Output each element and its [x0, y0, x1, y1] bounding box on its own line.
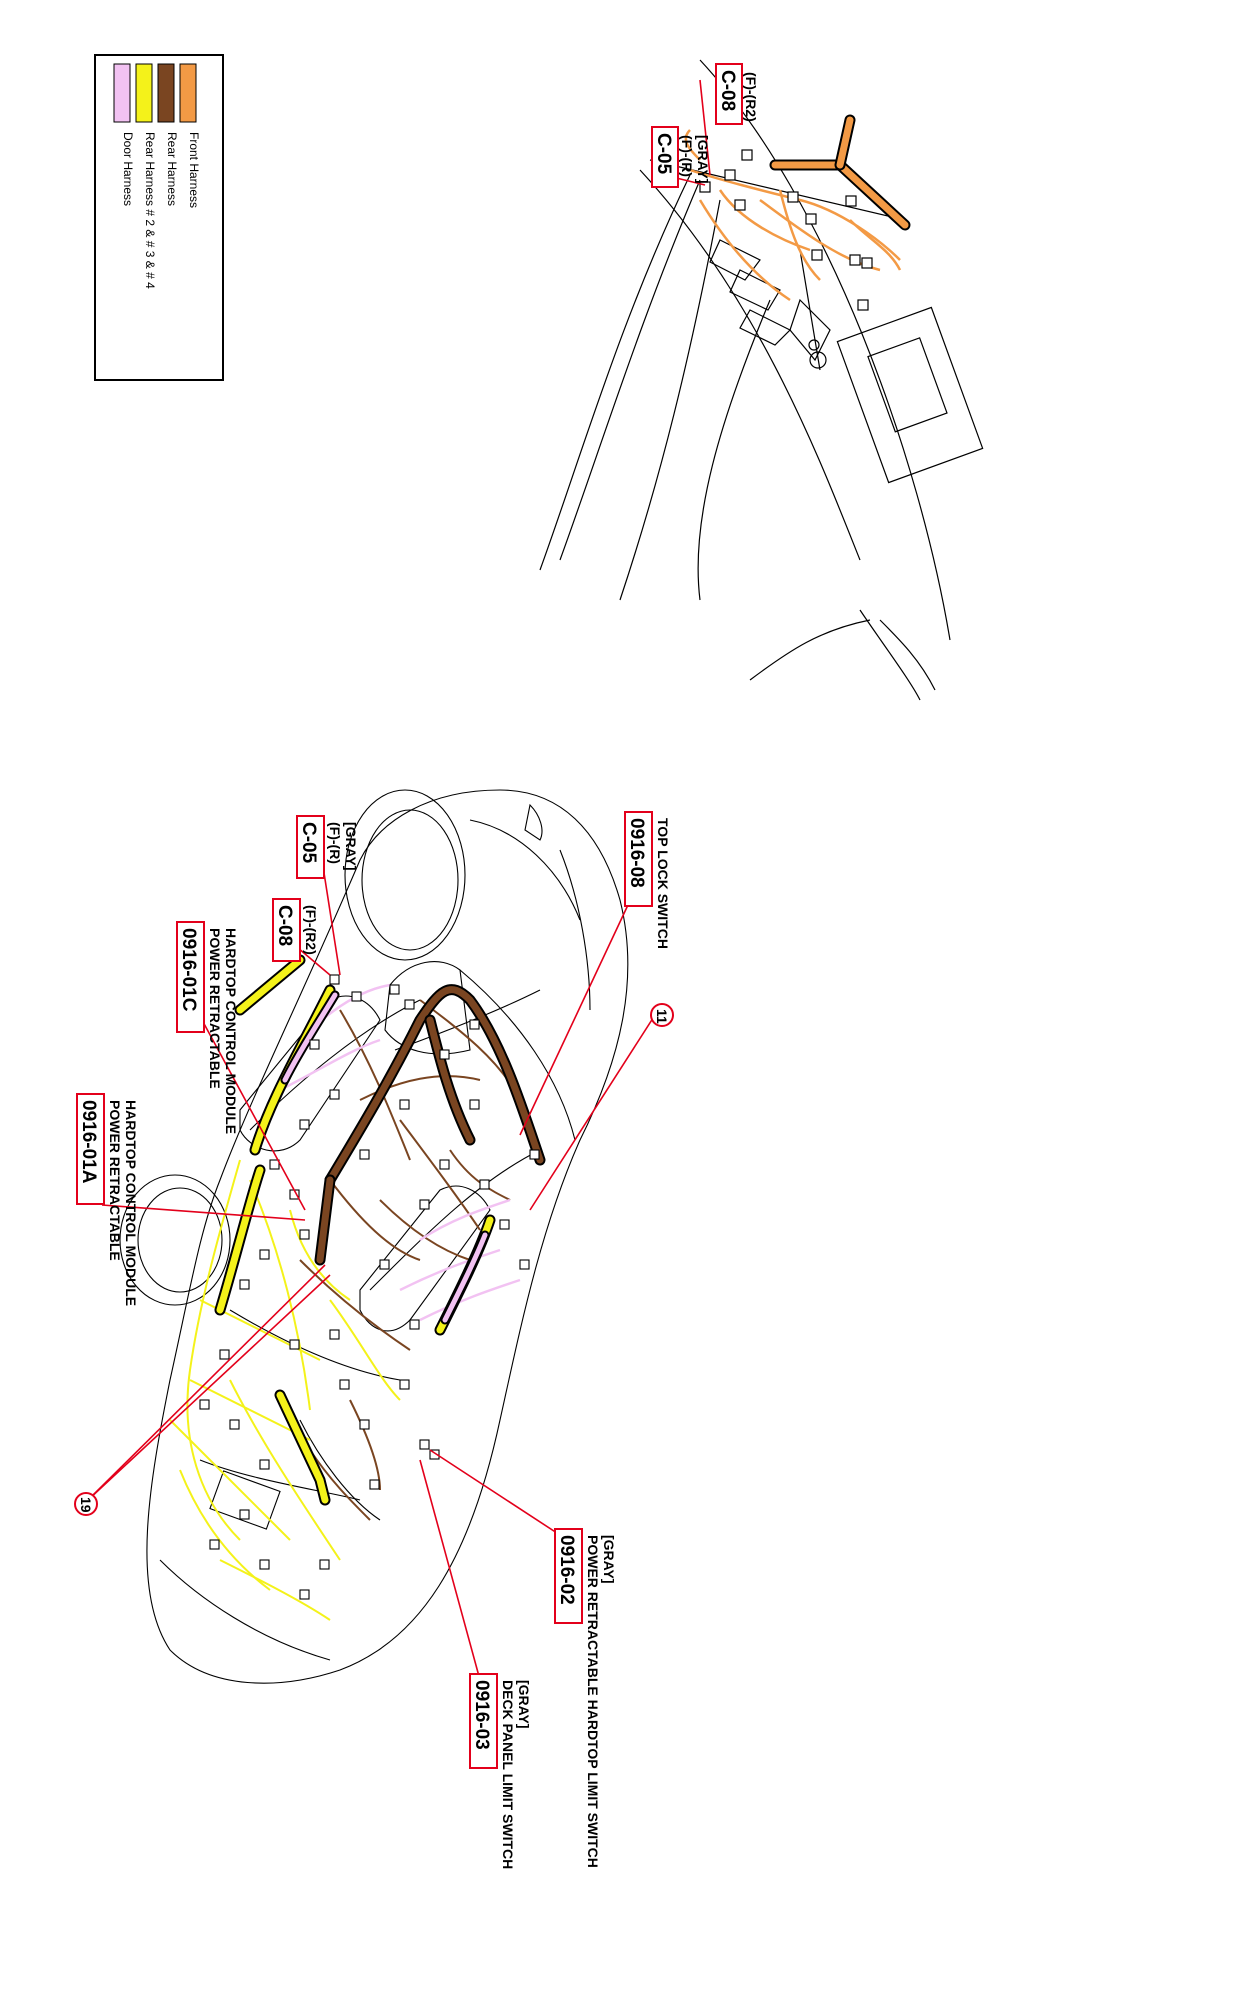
callout-top-c08-desc: (F)-(R2) — [743, 72, 759, 122]
fender-front — [470, 820, 580, 920]
detail-windshield-line-1 — [560, 180, 700, 560]
detail-view — [540, 60, 983, 700]
detail-bracket-1 — [710, 240, 760, 280]
legend-label-rear: Rear Harness — [165, 132, 179, 207]
detail-pillar — [698, 300, 770, 600]
leader-19b — [88, 1275, 330, 1500]
detail-windshield-line-3 — [620, 200, 720, 600]
callout-c05-code: C-05 — [298, 822, 319, 864]
callout-0916-02-code: 0916-02 — [556, 1535, 577, 1605]
leader-0916-03 — [420, 1460, 480, 1680]
detail-front-harness-main — [775, 120, 905, 225]
detail-ecu-box — [837, 307, 982, 482]
legend-label-rear2: Rear Harness # 2 & # 3 & # 4 — [143, 132, 157, 289]
wheel-front-right — [345, 790, 465, 960]
legend-swatch-rear2 — [136, 64, 152, 122]
callout-c08 — [273, 899, 319, 961]
callout-0916-01c-code: 0916-01C — [178, 928, 199, 1012]
legend-swatch-front — [180, 64, 196, 122]
callout-0916-02-desc2: POWER RETRACTABLE HARDTOP LIMIT SWITCH — [585, 1535, 601, 1868]
callout-0916-08-code: 0916-08 — [626, 818, 647, 888]
detail-bracket-3 — [740, 310, 790, 345]
wheel-front-right-inner — [362, 810, 458, 950]
callout-0916-01a-desc2: HARDTOP CONTROL MODULE — [123, 1100, 139, 1307]
callout-top-c05 — [652, 127, 711, 187]
leader-11 — [530, 1015, 655, 1210]
leader-0916-02 — [430, 1450, 560, 1535]
legend — [95, 55, 223, 380]
callout-top-c08 — [716, 64, 759, 124]
detail-ecu-box-inner — [868, 338, 947, 432]
detail-front-harness — [686, 130, 900, 300]
callout-0916-01a — [77, 1094, 139, 1306]
callout-top-c05-desc1: (F)-(R) — [679, 135, 695, 177]
leader-0916-08 — [520, 890, 635, 1135]
callout-c05-desc1: (F)-(R) — [327, 822, 343, 864]
callout-0916-02 — [555, 1529, 617, 1868]
door-harness-thin — [280, 985, 520, 1320]
car-connectors — [200, 975, 539, 1599]
detail-windshield-line-2 — [540, 175, 690, 570]
ground-point-11 — [651, 1004, 673, 1026]
callout-0916-01c-desc1: POWER RETRACTABLE — [207, 928, 223, 1089]
callout-0916-02-desc1: [GRAY] — [601, 1535, 617, 1584]
detail-lower-line-1 — [860, 610, 920, 700]
legend-swatch-door — [114, 64, 130, 122]
callout-top-c05-desc2: [GRAY] — [695, 135, 711, 184]
detail-knob-2 — [809, 340, 819, 350]
detail-bracket-2 — [730, 270, 780, 310]
callout-0916-01a-code: 0916-01A — [78, 1100, 99, 1184]
callout-c08-desc: (F)-(R2) — [303, 905, 319, 955]
callout-c05-desc2: [GRAY] — [343, 822, 359, 871]
callout-0916-03 — [470, 1674, 532, 1869]
legend-label-door: Door Harness — [121, 132, 135, 207]
callout-top-c08-code: C-08 — [717, 70, 738, 112]
callout-0916-03-desc2: DECK PANEL LIMIT SWITCH — [500, 1680, 516, 1870]
callout-0916-08-desc: TOP LOCK SWITCH — [655, 818, 671, 949]
trunk-lid — [200, 1460, 360, 1500]
callout-c05 — [297, 816, 359, 878]
ground-point-19 — [75, 1493, 97, 1515]
detail-lower-curve — [750, 620, 870, 680]
bumper-line — [160, 1560, 330, 1660]
callout-0916-03-code: 0916-03 — [471, 1680, 492, 1750]
callout-0916-03-desc1: [GRAY] — [516, 1680, 532, 1729]
rear-harness-thin — [300, 1000, 520, 1520]
callout-0916-01c-desc2: HARDTOP CONTROL MODULE — [223, 928, 239, 1135]
hood-line — [560, 850, 590, 1010]
legend-swatch-rear — [158, 64, 174, 122]
callout-0916-08 — [625, 812, 671, 949]
detail-body-curve-outer — [700, 60, 950, 640]
callout-c08-code: C-08 — [274, 905, 295, 947]
detail-body-curve-inner — [640, 170, 860, 560]
ground-point-11-label: 11 — [654, 1009, 670, 1024]
callout-top-c05-code: C-05 — [653, 133, 674, 175]
ground-point-19-label: 19 — [78, 1497, 94, 1513]
callout-0916-01a-desc1: POWER RETRACTABLE — [107, 1100, 123, 1261]
headlamp — [525, 805, 542, 840]
callout-0916-01c — [177, 922, 239, 1134]
legend-label-front: Front Harness — [187, 132, 201, 209]
